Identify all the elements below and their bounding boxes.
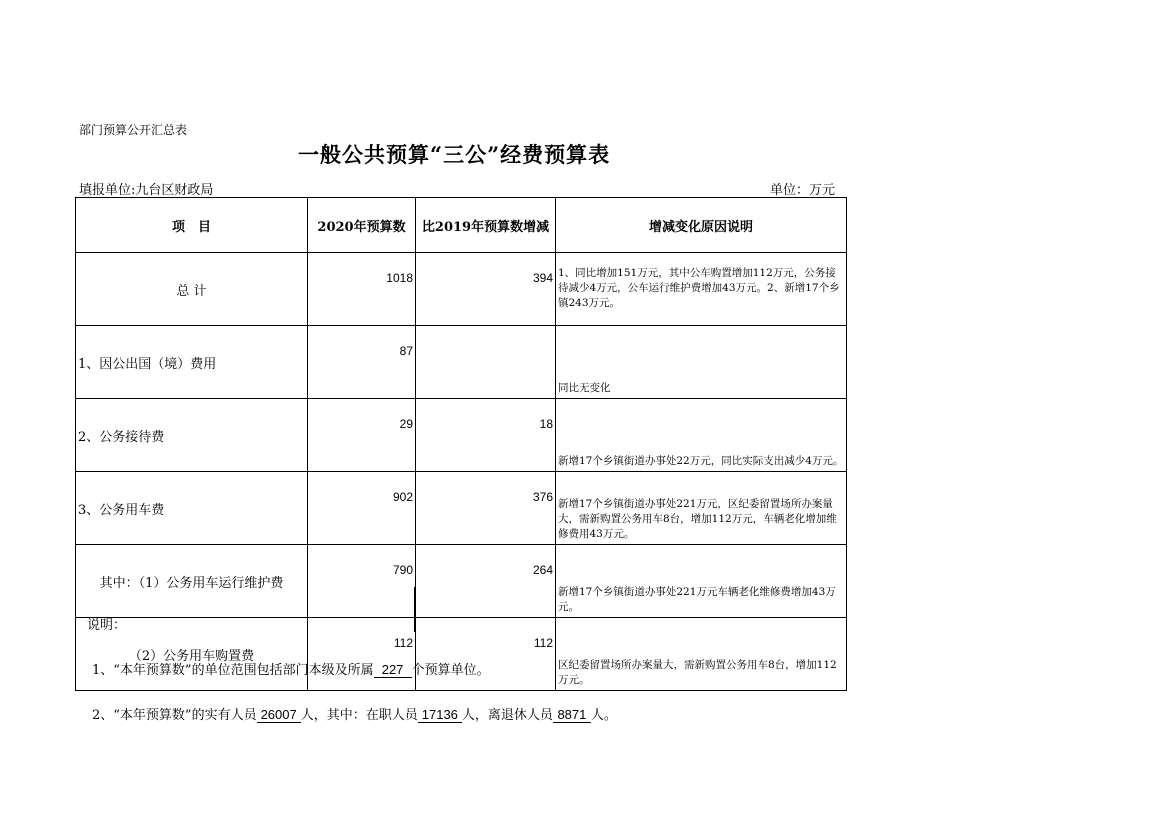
note-line-2 [92,704,617,723]
row-change: 18 [416,399,556,472]
table-row [76,399,847,472]
header-note: 增减变化原因说明 [556,198,847,253]
page-title: 一般公共预算“三公”经费预算表 [298,142,611,167]
row-item: 2、公务接待费 [76,399,308,472]
retired-staff-count: 8871 [553,707,591,723]
column-divider [414,587,415,632]
note-1-suffix: 个预算单位。 [411,663,490,678]
table-row [76,472,847,545]
row-change: 112 [416,618,556,691]
row-note: 区纪委留置场所办案量大，需新购置公务用车8台，增加112万元。 [556,618,847,691]
note-2-suffix: 人。 [590,708,617,723]
total-staff-count: 26007 [257,707,301,723]
row-item: 总 计 [76,253,308,326]
header-change: 比2019年预算数增减 [416,198,556,253]
note-2-prefix: 2、“本年预算数”的实有人员 [92,708,257,723]
note-line-1 [92,659,490,678]
table-row-total [76,253,847,326]
row-note: 同比无变化 [556,326,847,399]
header-budget: 2020年预算数 [308,198,416,253]
row-budget: 1018 [308,253,416,326]
note-2-mid-1: 人，其中：在职人员 [300,708,418,723]
row-change: 376 [416,472,556,545]
row-budget: 790 [308,545,416,618]
table-row [76,326,847,399]
reporting-unit: 填报单位:九台区财政局 [79,183,214,198]
note-1-prefix: 1、“本年预算数”的单位范围包括部门本级及所属 [92,663,374,678]
row-change: 394 [416,253,556,326]
row-note: 1、同比增加151万元，其中公车购置增加112万元，公务接待减少4万元，公车运行维护费增加43万元。2、新增17个乡镇243万元。 [556,253,847,326]
row-item: （2）公务用车购置费 [76,618,308,691]
row-note: 新增17个乡镇街道办事处221万元车辆老化维修费增加43万元。 [556,545,847,618]
table-row [76,545,847,618]
row-budget: 902 [308,472,416,545]
row-change: 264 [416,545,556,618]
row-budget: 29 [308,399,416,472]
row-item: 其中：（1）公务用车运行维护费 [76,545,308,618]
row-budget: 112 [308,618,416,691]
row-change [416,326,556,399]
row-budget: 87 [308,326,416,399]
budget-unit-count: 227 [374,662,412,678]
header-item: 项 目 [76,198,308,253]
table-header-row [76,198,847,253]
unit-of-measure: 单位：万元 [770,183,836,198]
row-note: 新增17个乡镇街道办事处221万元，区纪委留置场所办案量大，需新购置公务用车8台，增加112万元，车辆老化增加维修费用43万元。 [556,472,847,545]
row-item: 3、公务用车费 [76,472,308,545]
note-2-mid-2: 人，离退休人员 [461,708,553,723]
budget-table [75,197,847,691]
row-note: 新增17个乡镇街道办事处22万元，同比实际支出减少4万元。 [556,399,847,472]
table-row [76,618,847,691]
active-staff-count: 17136 [418,707,462,723]
row-item: 1、因公出国（境）费用 [76,326,308,399]
document-label: 部门预算公开汇总表 [79,123,188,137]
notes-label: 说明： [87,618,127,633]
